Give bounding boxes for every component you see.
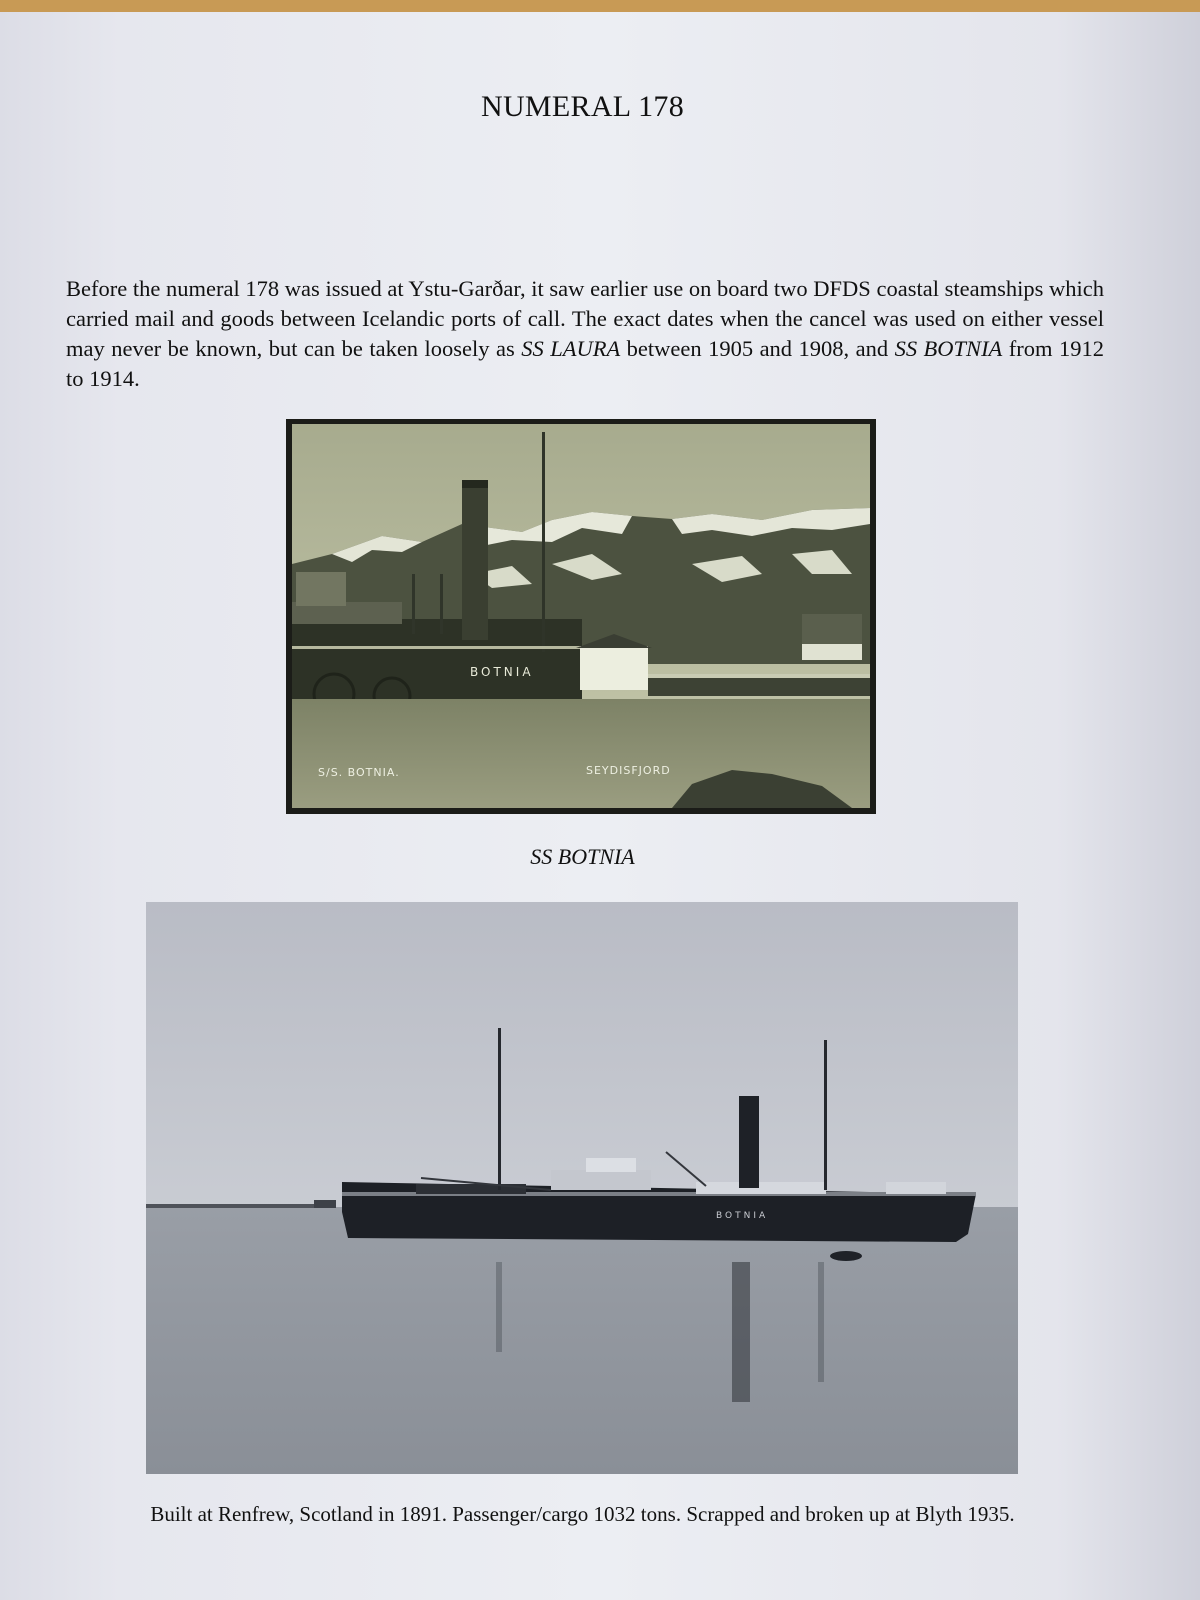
distant-boat (314, 1200, 336, 1208)
stern-house (886, 1182, 946, 1194)
shore-building (296, 572, 346, 606)
ship-name-botnia: SS BOTNIA (894, 336, 1003, 361)
fore-mast (498, 1028, 501, 1190)
intro-paragraph (66, 274, 1104, 394)
ship-hull (292, 619, 582, 699)
intro-text-1: Before the numeral 178 was issued at Ystu-Garðar, it saw earlier use on board two DFDS coastal steamships which carried mail and goods between Icelandic ports of call. The exact dates when the cancel was used on either vessel may never be known, but can be taken loosely as (66, 276, 1104, 361)
photo-caption: Built at Renfrew, Scotland in 1891. Passenger/cargo 1032 tons. Scrapped and broken up at Blyth 1935. (150, 1502, 1015, 1526)
photo-hull-lettering: BOTNIA (716, 1211, 769, 1221)
white-hut (580, 646, 648, 690)
ship-funnel (739, 1096, 759, 1188)
postcard-caption: SS BOTNIA (530, 844, 635, 869)
ship-railing (292, 646, 582, 649)
photo-sky (146, 902, 1018, 1212)
postcard-hull-lettering: BOTNIA (470, 665, 534, 679)
postcard-photo (286, 419, 876, 814)
ship-funnel (462, 480, 488, 640)
postcard-label-place: SEYDISFJORD (586, 764, 671, 777)
wheelhouse (586, 1158, 636, 1172)
main-mast (824, 1040, 827, 1190)
ship-photograph (146, 902, 1018, 1474)
ship-name-laura: SS LAURA (521, 336, 621, 361)
right-building-wall (802, 644, 862, 660)
intro-text-2: between 1905 and 1908, and (620, 336, 895, 361)
ship-photo-illustration (146, 902, 1018, 1474)
album-page (0, 12, 1200, 1600)
mast-reflection (818, 1262, 824, 1382)
ship-mast (542, 432, 545, 652)
small-mast (412, 574, 415, 634)
fence-rail (648, 674, 870, 678)
intro-text-3: from 1912 to 1914. (66, 336, 1104, 391)
postcard-label-ship: S/S. BOTNIA. (318, 766, 400, 779)
distant-shore (146, 1204, 316, 1208)
bridge-deck (551, 1170, 651, 1190)
funnel-reflection (732, 1262, 750, 1402)
funnel-top (462, 480, 488, 488)
page-title: NUMERAL 178 (480, 90, 685, 123)
postcard-illustration (292, 424, 870, 808)
mast-reflection (496, 1262, 502, 1352)
rowing-boat (830, 1251, 862, 1261)
small-mast (440, 574, 443, 634)
photo-sea (146, 1207, 1018, 1474)
aft-deckhouse (696, 1182, 826, 1194)
